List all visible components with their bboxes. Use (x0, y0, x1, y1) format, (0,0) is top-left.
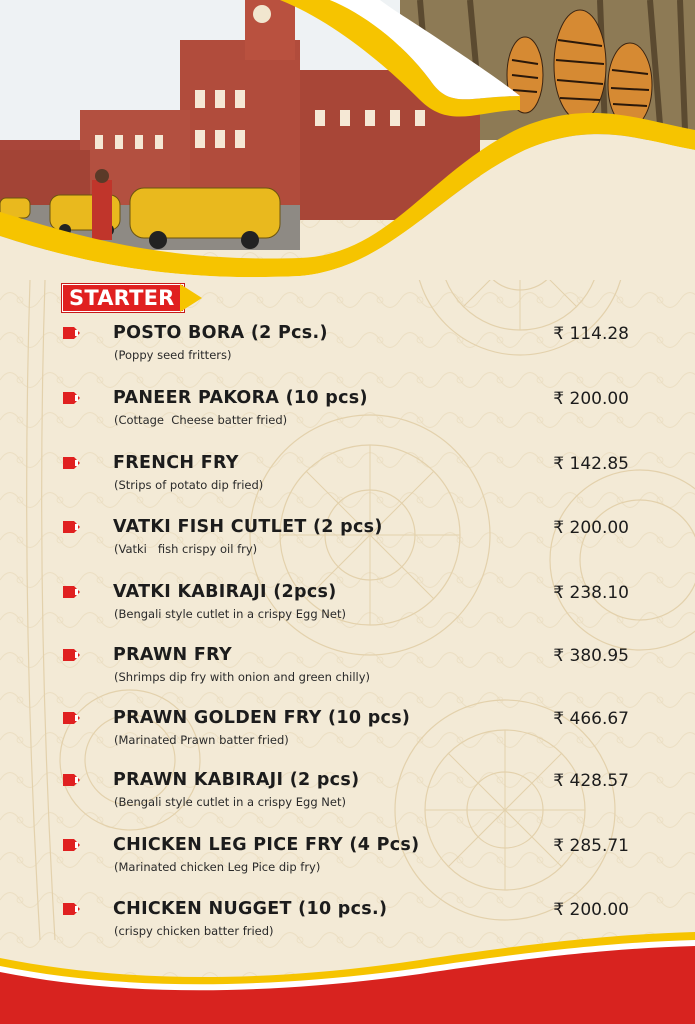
red-tag-bullet-icon (63, 712, 81, 724)
yellow-arrow-icon (180, 284, 204, 312)
item-price: ₹ 200.00 (553, 518, 629, 538)
red-tag-bullet-icon (63, 586, 81, 598)
red-tag-bullet-icon (63, 457, 81, 469)
item-description: (Bengali style cutlet in a crispy Egg Net) (114, 607, 346, 621)
item-description: (Strips of potato dip fried) (114, 478, 264, 492)
menu-item (0, 514, 695, 572)
red-tag-bullet-icon (63, 903, 81, 915)
red-tag-bullet-icon (63, 521, 81, 533)
menu-item (0, 450, 695, 508)
footer-wave-banner (0, 920, 695, 1024)
item-description: (Poppy seed fritters) (114, 348, 232, 362)
menu-item (0, 642, 695, 700)
item-name: PRAWN GOLDEN FRY (10 pcs) (113, 708, 411, 728)
red-tag-bullet-icon (63, 839, 81, 851)
item-price: ₹ 200.00 (553, 389, 629, 409)
item-name: PRAWN KABIRAJI (2 pcs) (113, 770, 360, 790)
section-title: STARTER (62, 284, 184, 312)
item-price: ₹ 285.71 (553, 836, 629, 856)
item-description: (Bengali style cutlet in a crispy Egg Net) (114, 795, 346, 809)
item-price: ₹ 466.67 (553, 709, 629, 729)
menu-item (0, 320, 695, 378)
item-description: (crispy chicken batter fried) (114, 924, 274, 938)
header-photo-banner (0, 0, 695, 280)
menu-item (0, 767, 695, 825)
red-tag-bullet-icon (63, 774, 81, 786)
menu-item (0, 832, 695, 890)
item-price: ₹ 114.28 (553, 324, 629, 344)
menu-item (0, 705, 695, 763)
menu-item (0, 579, 695, 637)
item-description: (Vatki fish crispy oil fry) (114, 542, 258, 556)
red-tag-bullet-icon (63, 392, 81, 404)
item-price: ₹ 428.57 (553, 771, 629, 791)
item-price: ₹ 200.00 (553, 900, 629, 920)
item-name: PANEER PAKORA (10 pcs) (113, 388, 368, 408)
item-price: ₹ 238.10 (553, 583, 629, 603)
item-name: POSTO BORA (2 Pcs.) (113, 323, 328, 343)
item-price: ₹ 380.95 (553, 646, 629, 666)
item-description: (Marinated chicken Leg Pice dip fry) (114, 860, 321, 874)
item-name: CHICKEN LEG PICE FRY (4 Pcs) (113, 835, 420, 855)
item-name: CHICKEN NUGGET (10 pcs.) (113, 899, 388, 919)
red-tag-bullet-icon (63, 327, 81, 339)
menu-item (0, 385, 695, 443)
item-name: VATKI FISH CUTLET (2 pcs) (113, 517, 383, 537)
item-description: (Shrimps dip fry with onion and green chilly) (114, 670, 371, 684)
item-price: ₹ 142.85 (553, 454, 629, 474)
item-description: (Cottage Cheese batter fried) (114, 413, 288, 427)
item-name: FRENCH FRY (113, 453, 239, 473)
item-name: VATKI KABIRAJI (2pcs) (113, 582, 337, 602)
item-description: (Marinated Prawn batter fried) (114, 733, 289, 747)
item-name: PRAWN FRY (113, 645, 232, 665)
red-tag-bullet-icon (63, 649, 81, 661)
